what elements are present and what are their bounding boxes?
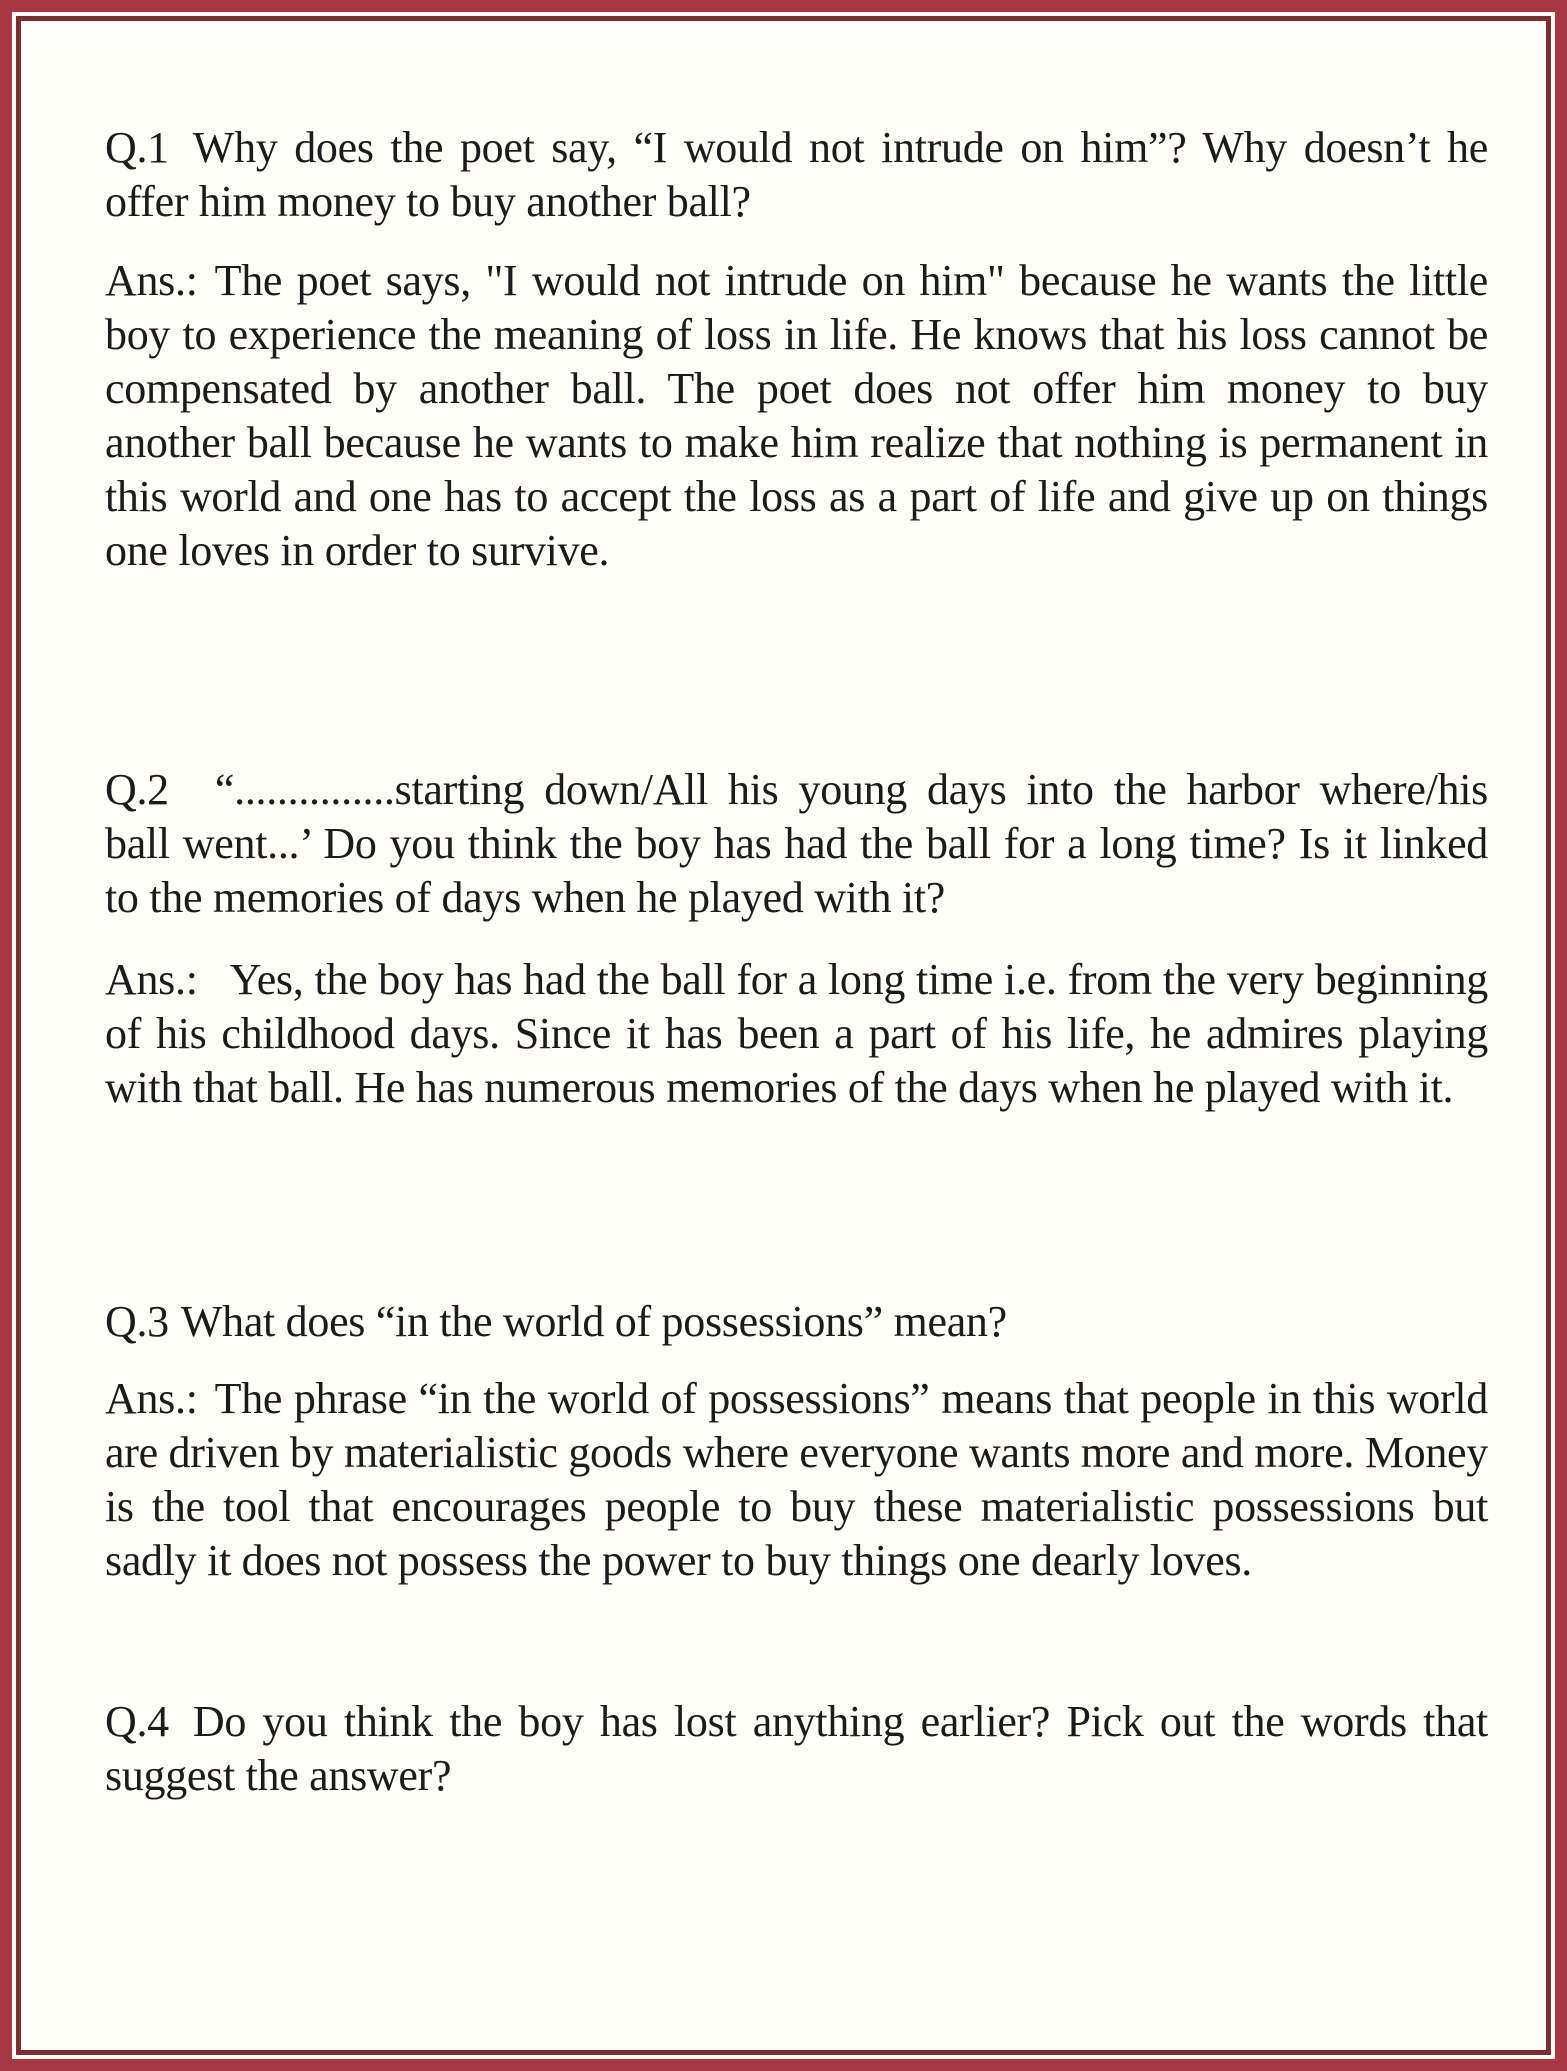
answer-3 [105,1372,1488,1588]
question-3-text: What does “in the world of possessions” mean? [180,1297,1007,1346]
answer-2 [105,953,1488,1115]
question-2-label: Q.2 [105,765,169,814]
question-3 [105,1295,1488,1349]
answer-1 [105,254,1488,578]
question-1-label: Q.1 [105,123,169,172]
question-4 [105,1695,1488,1803]
question-2 [105,763,1488,925]
answer-2-text: Yes, the boy has had the ball for a long time i.e. from the very beginning of his childhood days. Since it has been a part of his life, he admires playing with that ball. He has numerous memories of the days when he played with it. [105,955,1488,1112]
question-4-label: Q.4 [105,1697,169,1746]
question-4-text: Do you think the boy has lost anything earlier? Pick out the words that suggest the answer? [105,1697,1488,1800]
page-border-gap [12,12,1555,2059]
question-1-text: Why does the poet say, “I would not intrude on him”? Why doesn’t he offer him money to buy another ball? [105,123,1488,226]
answer-2-label: Ans.: [105,955,198,1004]
question-2-text: “...............starting down/All his young days into the harbor where/his ball went...’ Do you think the boy has had the ball for a long time? Is it linked to the memories of days when he played with it? [105,765,1488,922]
answer-3-text: The phrase “in the world of possessions” means that people in this world are driven by materialistic goods where everyone wants more and more. Money is the tool that encourages people to buy these materialistic possessions but sadly it does not possess the power to buy things one dearly loves. [105,1374,1488,1585]
answer-3-label: Ans.: [105,1374,198,1423]
question-1 [105,121,1488,229]
answer-1-label: Ans.: [105,256,198,305]
document-content [21,21,1546,1803]
answer-1-text: The poet says, "I would not intrude on him" because he wants the little boy to experience the meaning of loss in life. He knows that his loss cannot be compensated by another ball. The poet does not offer him money to buy another ball because he wants to make him realize that nothing is permanent in this world and one has to accept the loss as a part of life and give up on things one loves in order to survive. [105,256,1488,575]
question-3-label: Q.3 [105,1297,169,1346]
document-page [16,16,1551,2055]
